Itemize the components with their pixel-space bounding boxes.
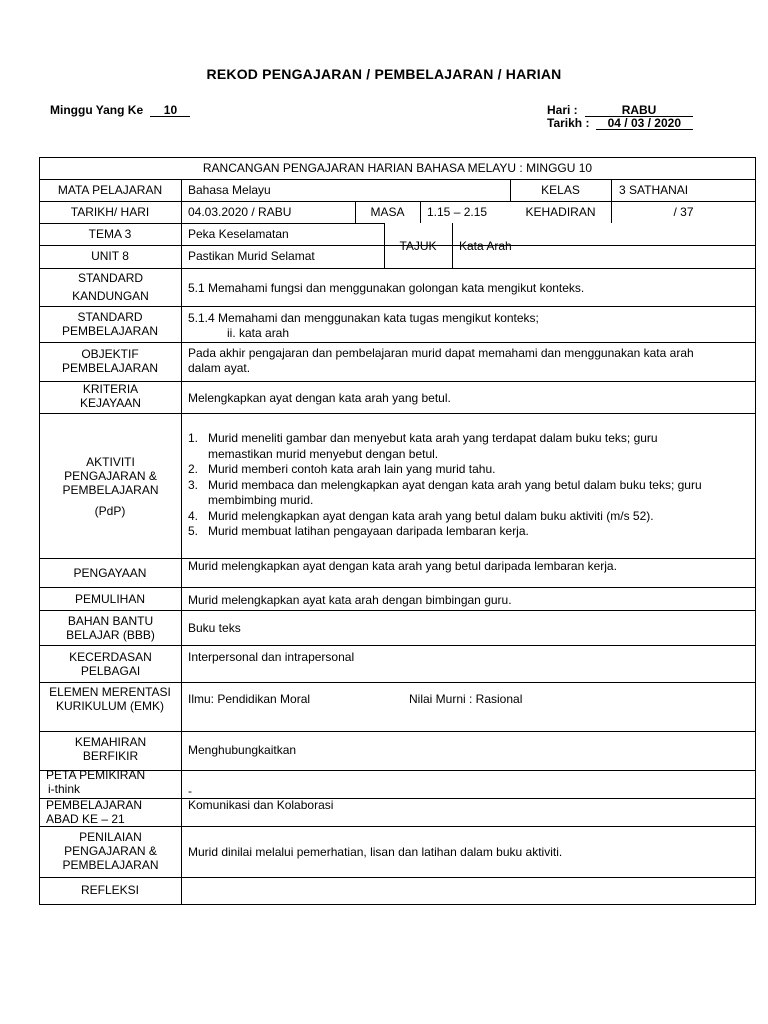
- emk-label: ELEMEN MERENTASI KURIKULUM (EMK): [49, 685, 171, 713]
- activity-label-pdp: (PdP): [94, 504, 126, 518]
- list-item-number: 1.: [188, 431, 199, 445]
- content-standard-value: 5.1 Memahami fungsi dan menggunakan golongan kata mengikut konteks.: [188, 281, 585, 295]
- day-field: [547, 103, 693, 117]
- assessment-value: Murid dinilai melalui pemerhatian, lisan dan latihan dalam buku aktiviti.: [188, 845, 563, 859]
- list-item: [184, 509, 724, 525]
- date-label: TARIKH/ HARI: [70, 205, 150, 219]
- date-label: Tarikh :: [547, 116, 590, 130]
- list-item-text: Murid memberi contoh kata arah lain yang murid tahu.: [208, 462, 496, 476]
- learning-standard-line2: ii. kata arah: [227, 326, 290, 340]
- document-title: REKOD PENGAJARAN / PEMBELAJARAN / HARIAN: [206, 66, 562, 82]
- activity-list: [184, 431, 724, 540]
- week-value: 10: [150, 104, 190, 117]
- list-item-text: Murid melengkapkan ayat dengan kata arah yang betul dalam buku aktiviti (m/s 52).: [208, 508, 654, 523]
- list-item-text: Murid meneliti gambar dan menyebut kata arah yang terdapat dalam buku teks; guru memastikan murid menyebut dengan betul.: [208, 431, 658, 461]
- learning-standard-label: STANDARD PEMBELAJARAN: [61, 310, 159, 338]
- assessment-label: PENILAIAN PENGAJARAN & PEMBELAJARAN: [62, 830, 159, 872]
- list-item-text: Murid membaca dan melengkapkan ayat dengan kata arah yang betul dalam buku teks; guru membimbing murid.: [208, 477, 702, 507]
- ithink-value: -: [188, 784, 192, 798]
- day-label: Hari :: [547, 103, 578, 117]
- list-item: [184, 431, 724, 462]
- thinking-skill-value: Menghubungkaitkan: [188, 743, 297, 757]
- date-field: [547, 116, 693, 130]
- time-value: 1.15 – 2.15: [427, 205, 488, 219]
- emk-value-2: Nilai Murni : Rasional: [409, 692, 523, 706]
- list-item: [184, 478, 724, 509]
- pak21-label-2: ABAD KE – 21: [46, 812, 125, 826]
- objective-value: Pada akhir pengajaran dan pembelajaran murid dapat memahami dan menggunakan kata arah dalam ayat.: [188, 346, 694, 375]
- thinking-skill-label: KEMAHIRAN BERFIKIR: [74, 735, 147, 763]
- date-value: 04.03.2020 / RABU: [188, 205, 292, 219]
- list-item-number: 2.: [188, 462, 199, 476]
- criteria-label: KRITERIA KEJAYAAN: [80, 382, 141, 410]
- list-item-text: Murid membuat latihan pengayaan daripada lembaran kerja.: [208, 524, 529, 538]
- list-item: [184, 462, 724, 478]
- list-item-number: 4.: [188, 508, 199, 523]
- materials-value: Buku teks: [188, 621, 241, 635]
- subject-value: Bahasa Melayu: [188, 183, 271, 197]
- list-item-number: 3.: [188, 477, 199, 492]
- activity-label: AKTIVITI PENGAJARAN & PEMBELAJARAN: [62, 455, 159, 497]
- materials-label: BAHAN BANTU BELAJAR (BBB): [66, 614, 155, 642]
- day-value: RABU: [585, 104, 693, 117]
- criteria-value: Melengkapkan ayat dengan kata arah yang betul.: [188, 391, 451, 405]
- enrichment-label: PENGAYAAN: [73, 566, 147, 580]
- topic-value: Kata Arah: [459, 239, 512, 253]
- pak21-label-1: PEMBELAJARAN: [46, 798, 143, 812]
- enrichment-value: Murid melengkapkan ayat dengan kata arah yang betul daripada lembaran kerja.: [188, 559, 617, 573]
- pak21-value: Komunikasi dan Kolaborasi: [188, 798, 334, 812]
- reflection-label: REFLEKSI: [80, 883, 140, 897]
- class-label: KELAS: [541, 183, 580, 197]
- remedial-value: Murid melengkapkan ayat kata arah dengan bimbingan guru.: [188, 593, 512, 607]
- emk-value-1: Ilmu: Pendidikan Moral: [188, 692, 311, 706]
- list-item: [184, 524, 724, 540]
- lesson-plan-table: [39, 157, 756, 905]
- intelligence-label: KECERDASAN PELBAGAI: [69, 650, 152, 678]
- subject-label: MATA PELAJARAN: [57, 183, 163, 197]
- topic-label: TAJUK: [399, 239, 437, 253]
- attendance-label: KEHADIRAN: [525, 205, 596, 219]
- week-field: [50, 103, 190, 117]
- time-label: MASA: [370, 205, 405, 219]
- unit-value: Pastikan Murid Selamat: [188, 249, 315, 263]
- class-value: 3 SATHANAI: [619, 183, 689, 197]
- reflection-value[interactable]: [188, 883, 748, 899]
- table-heading: RANCANGAN PENGAJARAN HARIAN BAHASA MELAYU : MINGGU 10: [202, 161, 593, 175]
- attendance-value: / 37: [673, 205, 694, 219]
- list-item-number: 5.: [188, 524, 199, 538]
- ithink-label-2: i-think: [48, 782, 81, 796]
- remedial-label: PEMULIHAN: [74, 592, 145, 606]
- unit-label: UNIT 8: [91, 249, 129, 263]
- intelligence-value: Interpersonal dan intrapersonal: [188, 650, 355, 664]
- learning-standard-line1: 5.1.4 Memahami dan menggunakan kata tugas mengikut konteks;: [188, 311, 539, 325]
- theme-label: TEMA 3: [88, 227, 132, 241]
- theme-value: Peka Keselamatan: [188, 227, 289, 241]
- objective-label: OBJEKTIF PEMBELAJARAN: [61, 347, 159, 375]
- content-standard-label: STANDARD KANDUNGAN: [72, 271, 149, 303]
- ithink-label-1: PETA PEMIKIRAN: [46, 768, 146, 782]
- week-label: Minggu Yang Ke: [50, 103, 144, 117]
- date-value: 04 / 03 / 2020: [596, 117, 693, 130]
